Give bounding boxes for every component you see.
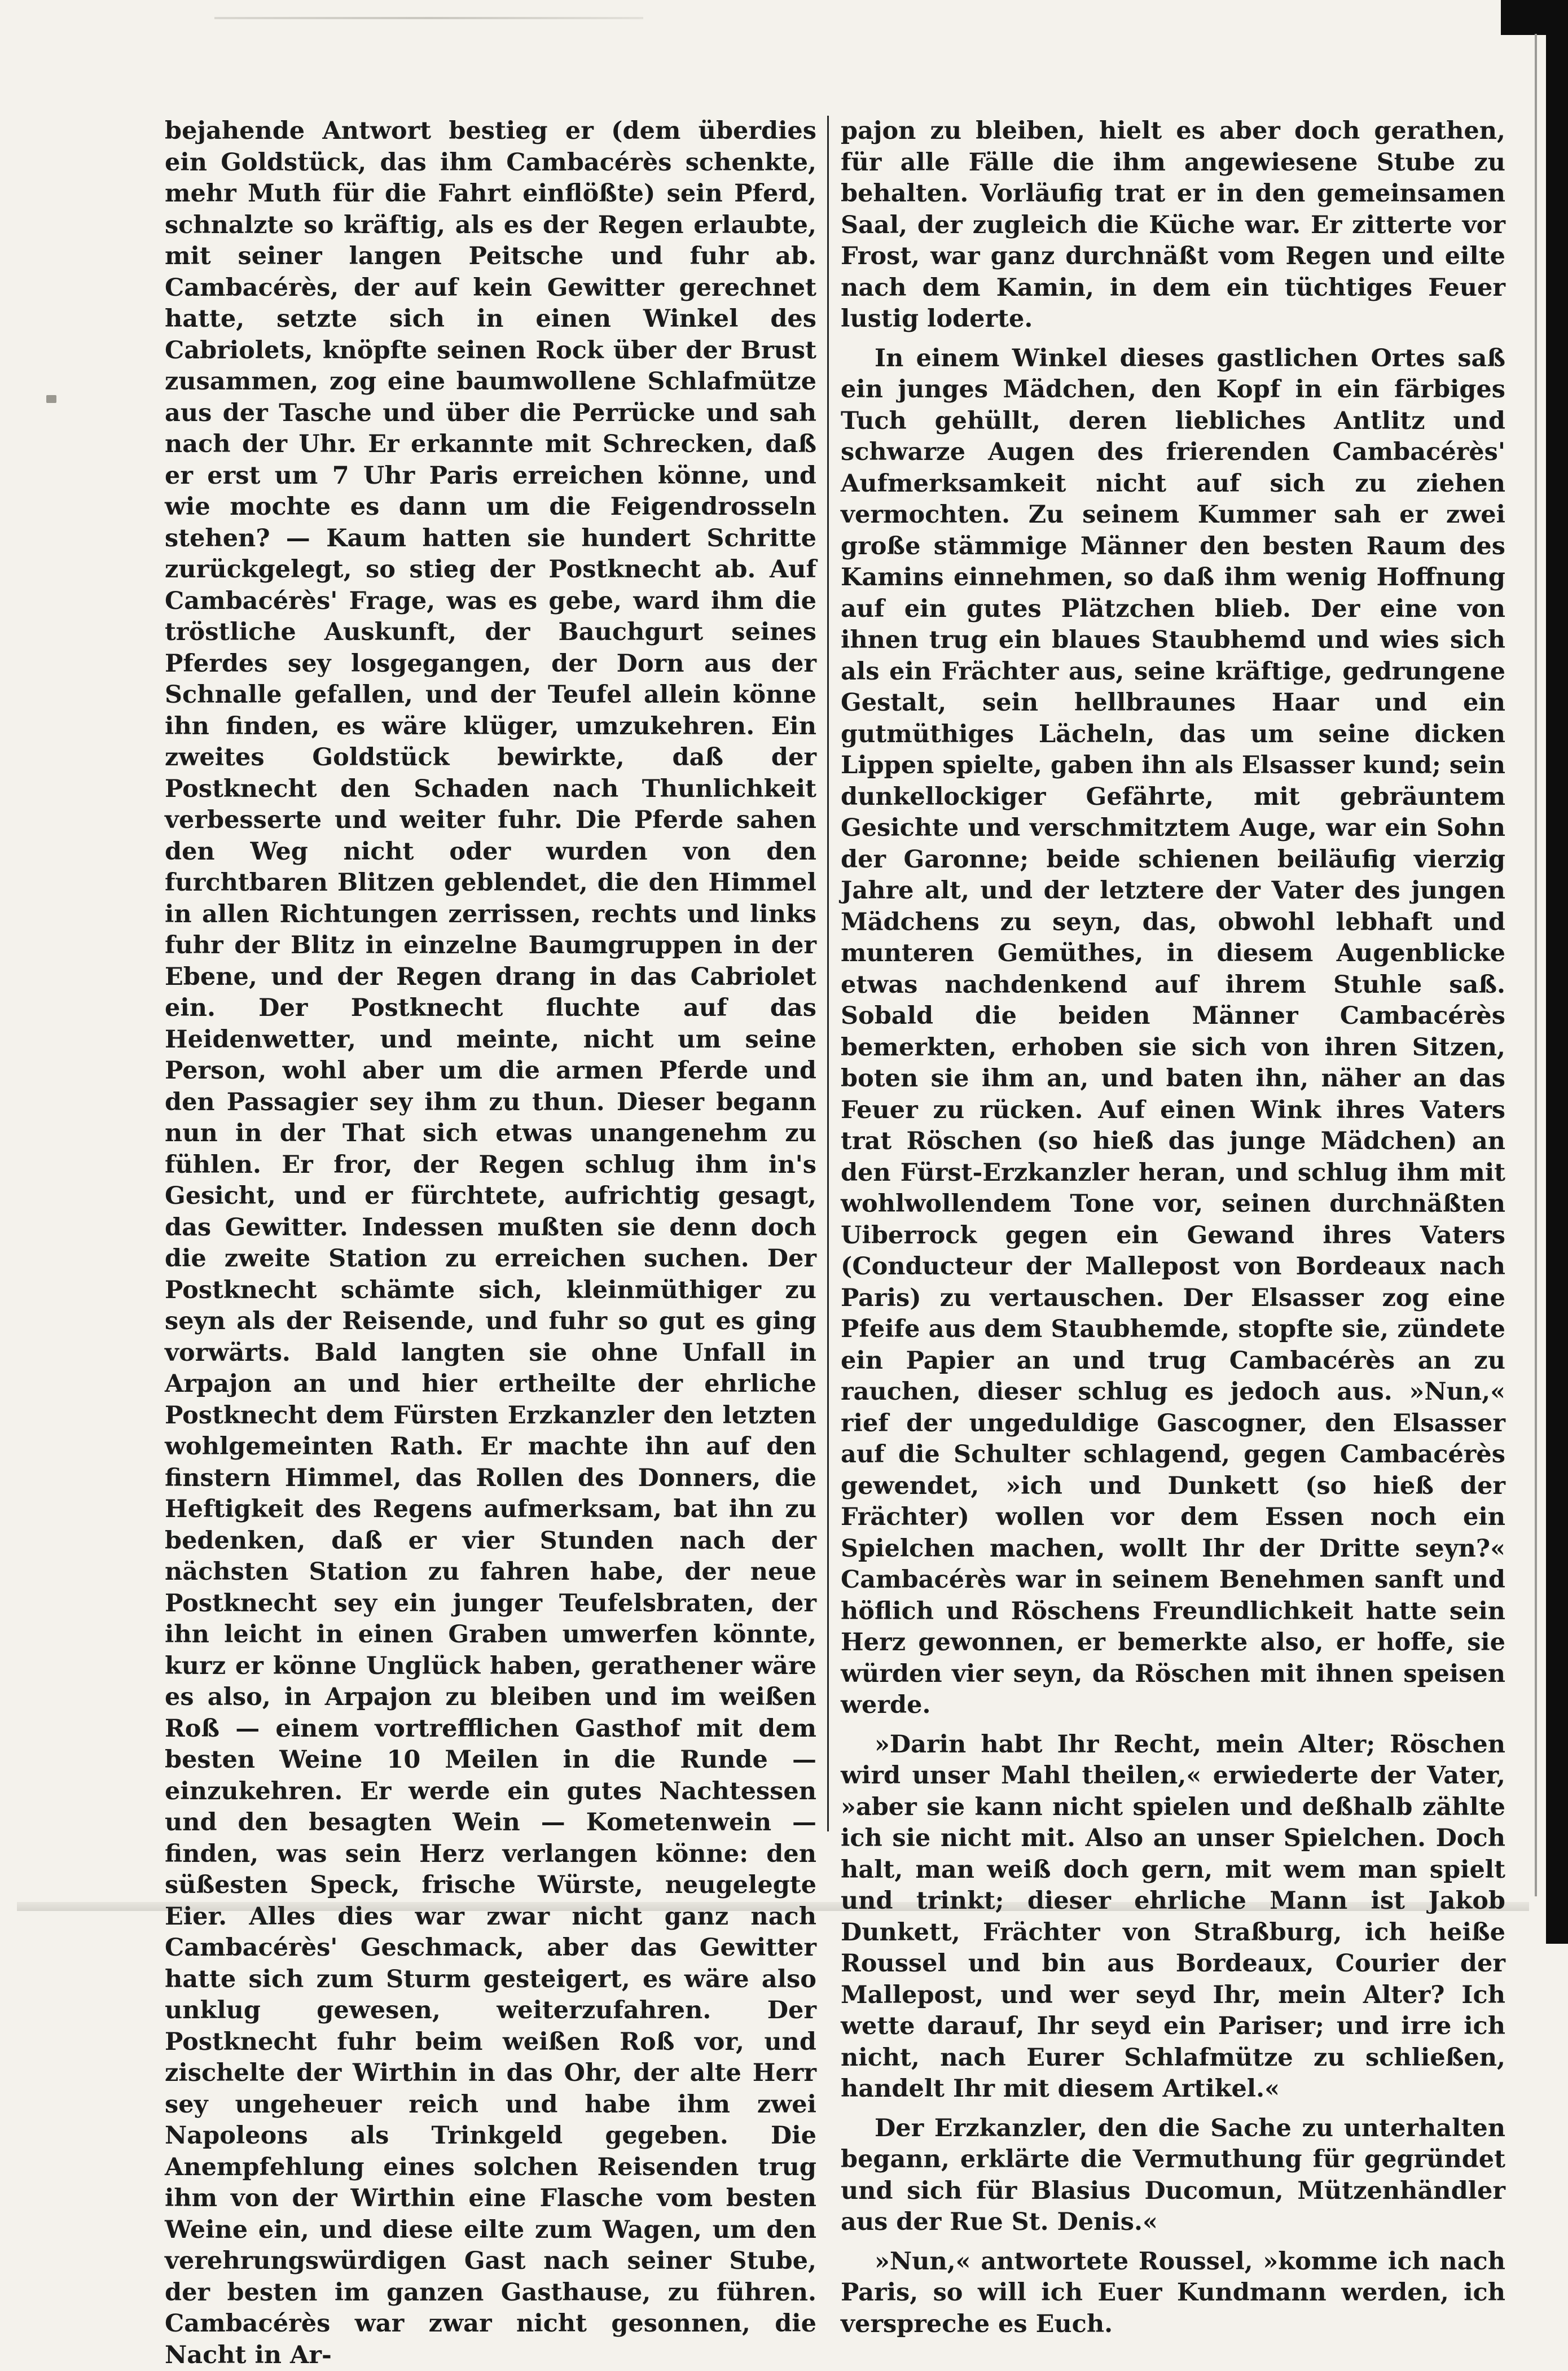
right-paragraph-2: In einem Winkel dieses gastlichen Ortes saß ein junges Mädchen, den Kopf in ein färbiges Tuch gehüllt, deren liebliches Antlitz und schwarze Augen des frierenden Cambacérès' Aufmerksamkeit nicht auf sich zu ziehen vermochten. Zu seinem Kummer sah er zwei große stämmige Männer den besten Raum des Kamins einnehmen, so daß ihm wenig Hoffnung auf ein gutes Plätzchen blieb. Der eine von ihnen trug ein blaues Staubhemd und wies sich als ein Frächter aus, seine kräftige, gedrungene Gestalt, sein hellbraunes Haar und ein gutmüthiges Lächeln, das um seine dicken Lippen spielte, gaben ihn als Elsasser kund; sein dunkellockiger Gefährte, mit gebräuntem Gesichte und verschmitztem Auge, war ein Sohn der Garonne; beide schienen beiläufig vierzig Jahre alt, und der letztere der Vater des jungen Mädchens zu seyn, das, obwohl lebhaft und munteren Gemüthes, in diesem Augenblicke etwas nachdenkend auf ihrem Stuhle saß. Sobald die beiden Männer Cambacérès bemerkten, erhoben sie sich von ihren Sitzen, boten sie ihm an, und baten ihn, näher an das Feuer zu rücken. Auf einen Wink ihres Vaters trat Röschen (so hieß das junge Mädchen) an den Fürst-Erzkanzler heran, und schlug ihm mit wohlwollendem Tone vor, seinen durchnäßten Uiberrock gegen ein Gewand ihres Vaters (Conducteur der Mallepost von Bordeaux nach Paris) zu vertauschen. Der Elsasser zog eine Pfeife aus dem Staubhemde, stopfte sie, zündete ein Papier an und trug Cambacérès an zu rauchen, dieser schlug es jedoch aus. »Nun,« rief der ungeduldige Gascogner, den Elsasser auf die Schulter schlagend, gegen Cambacérès gewendet, »ich und Dunkett (so hieß der Frächter) wollen vor dem Essen noch ein Spielchen machen, wollt Ihr der Dritte seyn?« Cambacérès war in seinem Benehmen sanft und höflich und Röschens Freundlichkeit hatte sein Herz gewonnen, er bemerkte also, er hoffe, sie würden vier seyn, da Röschen mit ihnen speisen werde. — [841, 344, 1505, 1719]
margin-mark — [46, 395, 56, 403]
right-paragraph-3: »Darin habt Ihr Recht, mein Alter; Röschen wird unser Mahl theilen,« erwiederte der Vater, »aber sie kann nicht spielen und deßhalb zählte ich sie nicht mit. Also an unser Spielchen. Doch halt, man weiß doch gern, mit wem man spielt und trinkt; dieser ehrliche Mann ist Jakob Dunkett, Frächter von Straßburg, ich heiße Roussel und bin aus Bordeaux, Courier der Mallepost, und wer seyd Ihr, mein Alter? Ich wette darauf, Ihr seyd ein Pariser; und irre ich nicht, nach Eurer Schlafmütze zu schließen, handelt Ihr mit diesem Artikel.« — [841, 1730, 1505, 2103]
scan-artifact-top — [214, 17, 643, 19]
right-paragraph-5: »Nun,« antwortete Roussel, »komme ich nach Paris, so will ich Euer Kundmann werden, ich verspreche es Euch. — [841, 2247, 1505, 2338]
scan-border-right — [1546, 0, 1568, 1944]
page-edge — [1535, 34, 1537, 1896]
right-paragraph-4: Der Erzkanzler, den die Sache zu unterhalten begann, erklärte die Vermuthung für gegründet und sich für Blasius Ducomun, Mützenhändler aus der Rue St. Denis.« — [841, 2114, 1505, 2236]
left-column-paragraph: bejahende Antwort bestieg er (dem überdies ein Goldstück, das ihm Cambacérès schenkte, mehr Muth für die Fahrt einflößte) sein Pferd, schnalzte so kräftig, als es der Regen erlaubte, mit seiner langen Peitsche und fuhr ab. Cambacérès, der auf kein Gewitter gerechnet hatte, setzte sich in einen Winkel des Cabriolets, knöpfte seinen Rock über der Brust zusammen, zog eine baumwollene Schlafmütze aus der Tasche und über die Perrücke und sah nach der Uhr. Er erkannte mit Schrecken, daß er erst um 7 Uhr Paris erreichen könne, und wie mochte es dann um die Feigendrosseln stehen? — Kaum hatten sie hundert Schritte zurückgelegt, so stieg der Postknecht ab. Auf Cambacérès' Frage, was es gebe, ward ihm die tröstliche Auskunft, der Bauchgurt seines Pferdes sey losgegangen, der Dorn aus der Schnalle gefallen, und der Teufel allein könne ihn finden, es wäre klüger, umzukehren. Ein zweites Goldstück bewirkte, daß der Postknecht den Schaden nach Thunlichkeit verbesserte und weiter fuhr. Die Pferde sahen den Weg nicht oder wurden von den furchtbaren Blitzen geblendet, die den Himmel in allen Richtungen zerrissen, rechts und links fuhr der Blitz in einzelne Baumgruppen in der Ebene, und der Regen drang in das Cabriolet ein. Der Postknecht fluchte auf das Heidenwetter, und meinte, nicht um seine Person, wohl aber um die armen Pferde und den Passagier sey ihm zu thun. Dieser begann nun in der That sich etwas unangenehm zu fühlen. Er fror, der Regen schlug ihm in's Gesicht, und er fürchtete, aufrichtig gesagt, das Gewitter. Indessen mußten sie denn doch die zweite Station zu erreichen suchen. Der Postknecht schämte sich, kleinmüthiger zu seyn als der Reisende, und fuhr so gut es ging vorwärts. Bald langten sie ohne Unfall in Arpajon an und hier ertheilte der ehrliche Postknecht dem Fürsten Erzkanzler den letzten wohlgemeinten Rath. Er machte ihn auf den finstern Himmel, das Rollen des Donners, die Heftigkeit des Regens aufmerksam, bat ihn zu bedenken, daß er vier Stunden nach der nächsten Station zu fahren habe, der neue Postknecht sey ein junger Teufelsbraten, der ihn leicht in einen Graben umwerfen könnte, kurz er könne Unglück haben, gerathener wäre es also, in Arpajon zu bleiben und im weißen Roß — einem vortrefflichen Gasthof mit dem besten Weine 10 Meilen in die Runde — einzukehren. Er werde ein gutes Nachtessen und den besagten Wein — Kometenwein — finden, was sein Herz verlangen könne: den süßesten Speck, frische Würste, neugelegte Eier. Alles dies war zwar nicht ganz nach Cambacérès' Geschmack, aber das Gewitter hatte sich zum Sturm gesteigert, es wäre also unklug gewesen, weiterzufahren. Der Postknecht fuhr beim weißen Roß vor, und zischelte der Wirthin in das Ohr, der alte Herr sey ungeheuer reich und habe ihm zwei Napoleons als Trinkgeld gegeben. Die Anempfehlung eines solchen Reisenden trug ihm von der Wirthin eine Flasche vom besten Weine ein, und diese eilte zum Wagen, um den verehrungswürdigen Gast nach seiner Stube, der besten im ganzen Gasthause, zu führen. Cambacérès war zwar nicht gesonnen, die Nacht in Ar- — [165, 117, 816, 2369]
column-divider — [827, 116, 829, 1831]
right-paragraph-1: pajon zu bleiben, hielt es aber doch gerathen, für alle Fälle die ihm angewiesene Stube zu behalten. Vorläufig trat er in den gemeinsamen Saal, der zugleich die Küche war. Er zitterte vor Frost, war ganz durchnäßt vom Regen und eilte nach dem Kamin, in dem ein tüchtiges Feuer lustig loderte. — [841, 117, 1505, 333]
right-column — [841, 116, 1505, 2348]
left-column — [165, 116, 816, 2371]
